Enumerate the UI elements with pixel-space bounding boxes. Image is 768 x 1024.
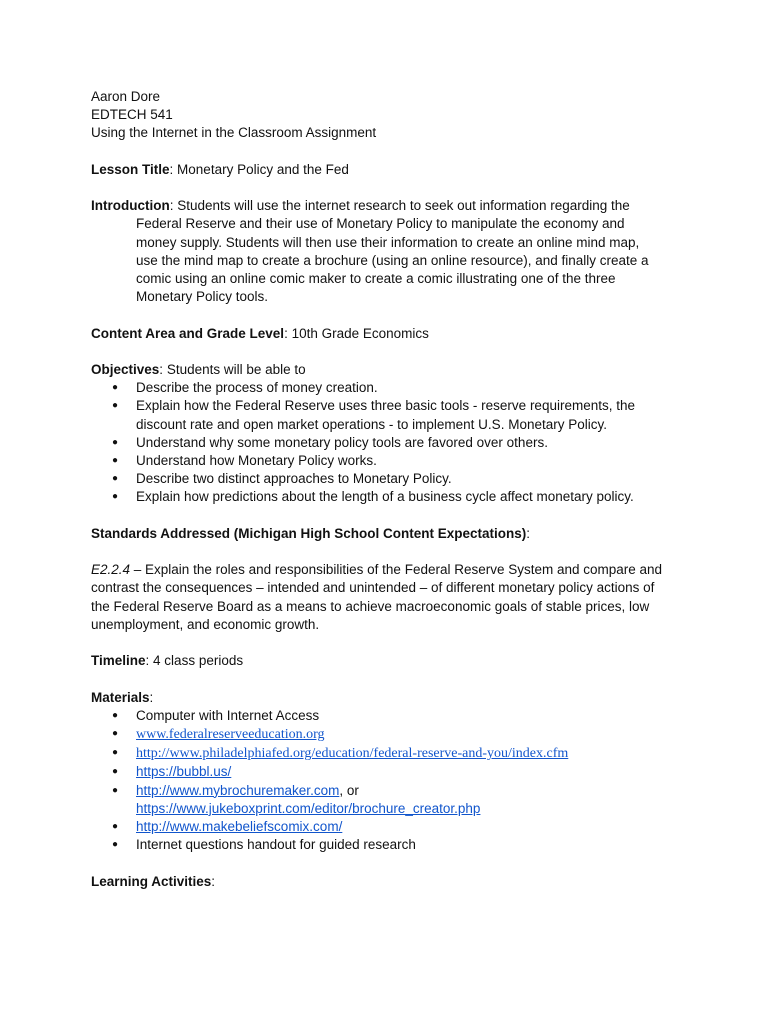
objectives-label: Objectives xyxy=(91,361,160,377)
bullet-icon: ● xyxy=(112,821,119,832)
list-item: ● Describe the process of money creation. xyxy=(91,379,691,397)
learning-activities-heading: Learning Activities: xyxy=(91,873,216,889)
content-area: Content Area and Grade Level: 10th Grade Economics xyxy=(91,325,429,341)
lesson-title-label: Lesson Title xyxy=(91,161,170,177)
bullet-icon: ● xyxy=(112,400,119,412)
list-item: ● Explain how the Federal Reserve uses three basic tools - reserve requirements, the discount rate and open market operations - to implement U.S. Monetary Policy. xyxy=(112,398,635,432)
bullet-icon: ● xyxy=(112,784,119,796)
standards-text: E2.2.4 – Explain the roles and responsibilities of the Federal Reserve System and compare and contrast the consequences – intended and unintended – of different monetary policy actions of the Federal Reserve Board as a means to achieve macroeconomic goals of stable prices, low unemployment, and economic growth. xyxy=(91,562,663,632)
list-item: ● Understand how Monetary Policy works. xyxy=(91,452,691,470)
introduction-label: Introduction xyxy=(91,198,170,214)
brochure-maker-link[interactable]: http://www.mybrochuremaker.com xyxy=(136,782,340,798)
standard-code: E2.2.4 xyxy=(91,562,131,578)
introduction-section: Introduction: Students will use the internet research to seek out information regarding the Federal Reserve and their use of Monetary Policy to manipulate the economy and money supply. Students will then use their information to create an online mind map, use the mind map to create a brochure (using an online resource), and finally create a comic using an online comic maker to create a comic illustrating one of the three Monetary Policy tools. xyxy=(91,197,691,306)
list-item: ● Understand why some monetary policy tools are favored over others. xyxy=(91,434,691,452)
introduction-line: Federal Reserve and their use of Monetary Policy to manipulate the economy and xyxy=(136,216,625,232)
list-item: ● Describe two distinct approaches to Monetary Policy. xyxy=(91,470,691,488)
course-code: EDTECH 541 xyxy=(91,107,173,123)
bullet-icon: ● xyxy=(112,747,119,759)
introduction-line: use the mind map to create a brochure (using an online resource), and finally create a xyxy=(136,252,649,268)
federal-reserve-education-link[interactable]: www.federalreserveeducation.org xyxy=(136,726,325,742)
bullet-icon: ● xyxy=(112,455,119,466)
lesson-title-value: Monetary Policy and the Fed xyxy=(177,161,349,177)
bullet-icon: ● xyxy=(112,473,119,485)
timeline: Timeline: 4 class periods xyxy=(91,653,244,669)
bullet-icon: ● xyxy=(112,709,119,721)
bullet-icon: ● xyxy=(112,766,119,778)
jukebox-print-link[interactable]: https://www.jukeboxprint.com/editor/brochure_creator.php xyxy=(136,800,481,816)
materials-label: Materials xyxy=(91,689,150,705)
standards-label: Standards Addressed (Michigan High School Content Expectations) xyxy=(91,525,527,541)
bubbl-us-link[interactable]: https://bubbl.us/ xyxy=(136,764,232,780)
introduction-line: Monetary Policy tools. xyxy=(136,289,269,305)
list-item: ● Explain how predictions about the length of a business cycle affect monetary policy. xyxy=(91,488,691,506)
materials-list xyxy=(91,707,691,855)
introduction-line: Students will use the internet research to seek out information regarding the xyxy=(177,198,630,214)
learning-activities-label: Learning Activities xyxy=(91,873,212,889)
document-page xyxy=(91,88,691,891)
list-item xyxy=(91,763,691,781)
list-item xyxy=(91,744,691,763)
timeline-value: 4 class periods xyxy=(153,653,244,669)
objectives-section: Objectives: Students will be able to ● Describe the process of money creation. ● Explain how the Federal Reserve uses three basic tools - reserve requirements, the discount rate and open market operations - to implement U.S. Monetary Policy. ● Understand why some monetary policy tools are favored over others. ● Understand how Monetary Policy works. ● Describe two distinct approaches to Monetary Policy. ● Explain how predictions about the length of a business cycle affect monetary policy. xyxy=(91,361,691,507)
materials-section: Materials: ● Computer with Internet Access ● www.federalreserveeducation.org ● http://www.philadelphiafed.org/education/federal-reserve-and-you/index.cfm ● https://bubbl.us/ ● http://www.mybrochuremaker.com, or https://www.jukeboxprint.com/editor/brochure_creator.php ● http://www.makebeliefscomix.com/ ● Internet questions handout for guided research xyxy=(91,689,691,855)
standards-heading: Standards Addressed (Michigan High School Content Expectations): xyxy=(91,525,531,541)
objectives-list xyxy=(91,379,691,506)
make-beliefs-comix-link[interactable]: http://www.makebeliefscomix.com/ xyxy=(136,819,343,834)
author-name: Aaron Dore xyxy=(91,89,161,104)
assignment-title: Using the Internet in the Classroom Assignment xyxy=(91,125,377,141)
bullet-icon: ● xyxy=(112,382,119,394)
lesson-title: Lesson Title: Monetary Policy and the Fed xyxy=(91,161,349,177)
introduction-line: comic using an online comic maker to create a comic illustrating one of the three xyxy=(136,271,616,286)
philadelphia-fed-link[interactable]: http://www.philadelphiafed.org/education/federal-reserve-and-you/index.cfm xyxy=(136,746,569,762)
list-item xyxy=(91,725,691,744)
objectives-intro: Students will be able to xyxy=(166,361,306,377)
timeline-label: Timeline xyxy=(91,653,146,669)
list-item xyxy=(91,818,691,836)
bullet-icon: ● xyxy=(112,436,119,448)
bullet-icon: ● xyxy=(112,727,119,739)
introduction-line: money supply. Students will then use their information to create an online mind map, xyxy=(136,234,640,250)
bullet-icon: ● xyxy=(112,491,119,503)
list-item: ● Computer with Internet Access xyxy=(91,707,691,725)
bullet-icon: ● xyxy=(112,839,119,851)
list-item: ● Internet questions handout for guided research xyxy=(91,836,691,854)
content-area-label: Content Area and Grade Level xyxy=(91,325,285,341)
list-item: ● http://www.mybrochuremaker.com, or https://www.jukeboxprint.com/editor/brochure_creator.php xyxy=(91,782,691,818)
content-area-value: 10th Grade Economics xyxy=(291,325,429,341)
